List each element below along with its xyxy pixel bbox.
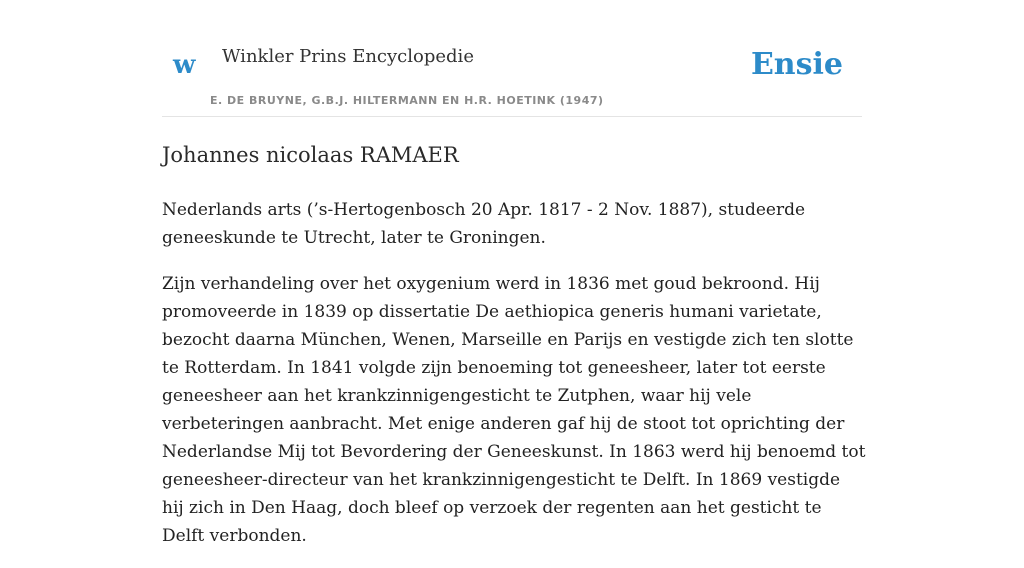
brand-logo[interactable]: Ensie [750,47,843,82]
header [162,0,862,117]
publication-logo[interactable]: w [173,50,196,80]
article-paragraph: Nederlands arts (’s-Hertogenbosch 20 Apr. 1817 - 2 Nov. 1887), studeerde geneeskunde te Utrecht, later te Groningen. [162,200,806,248]
publication-authors: E. DE BRUYNE, G.B.J. HILTERMANN EN H.R. HOETINK (1947) [210,94,604,107]
article [162,138,867,568]
publication-title[interactable]: Winkler Prins Encyclopedie [222,46,474,67]
article-title: Johannes nicolaas RAMAER [162,143,459,167]
article-paragraph: Zijn verhandeling over het oxygenium werd in 1836 met goud bekroond. Hij promoveerde in 1839 op dissertatie De aethiopica generis humani varietate, bezocht daarna München, Wenen, Marseille en Parijs en vestigde zich ten slotte te Rotterdam. In 1841 volgde zijn benoeming tot geneesheer, later tot eerste geneesheer aan het krankzinnigengesticht te Zutphen, waar hij vele verbeteringen aanbracht. Met enige anderen gaf hij de stoot tot oprichting der Nederlandse Mij tot Bevordering der Geneeskunst. In 1863 werd hij benoemd tot geneesheer-directeur van het krankzinnigengesticht te Delft. In 1869 vestigde hij zich in Den Haag, doch bleef op verzoek der regenten aan het gesticht te Delft verbonden. [162,274,866,546]
